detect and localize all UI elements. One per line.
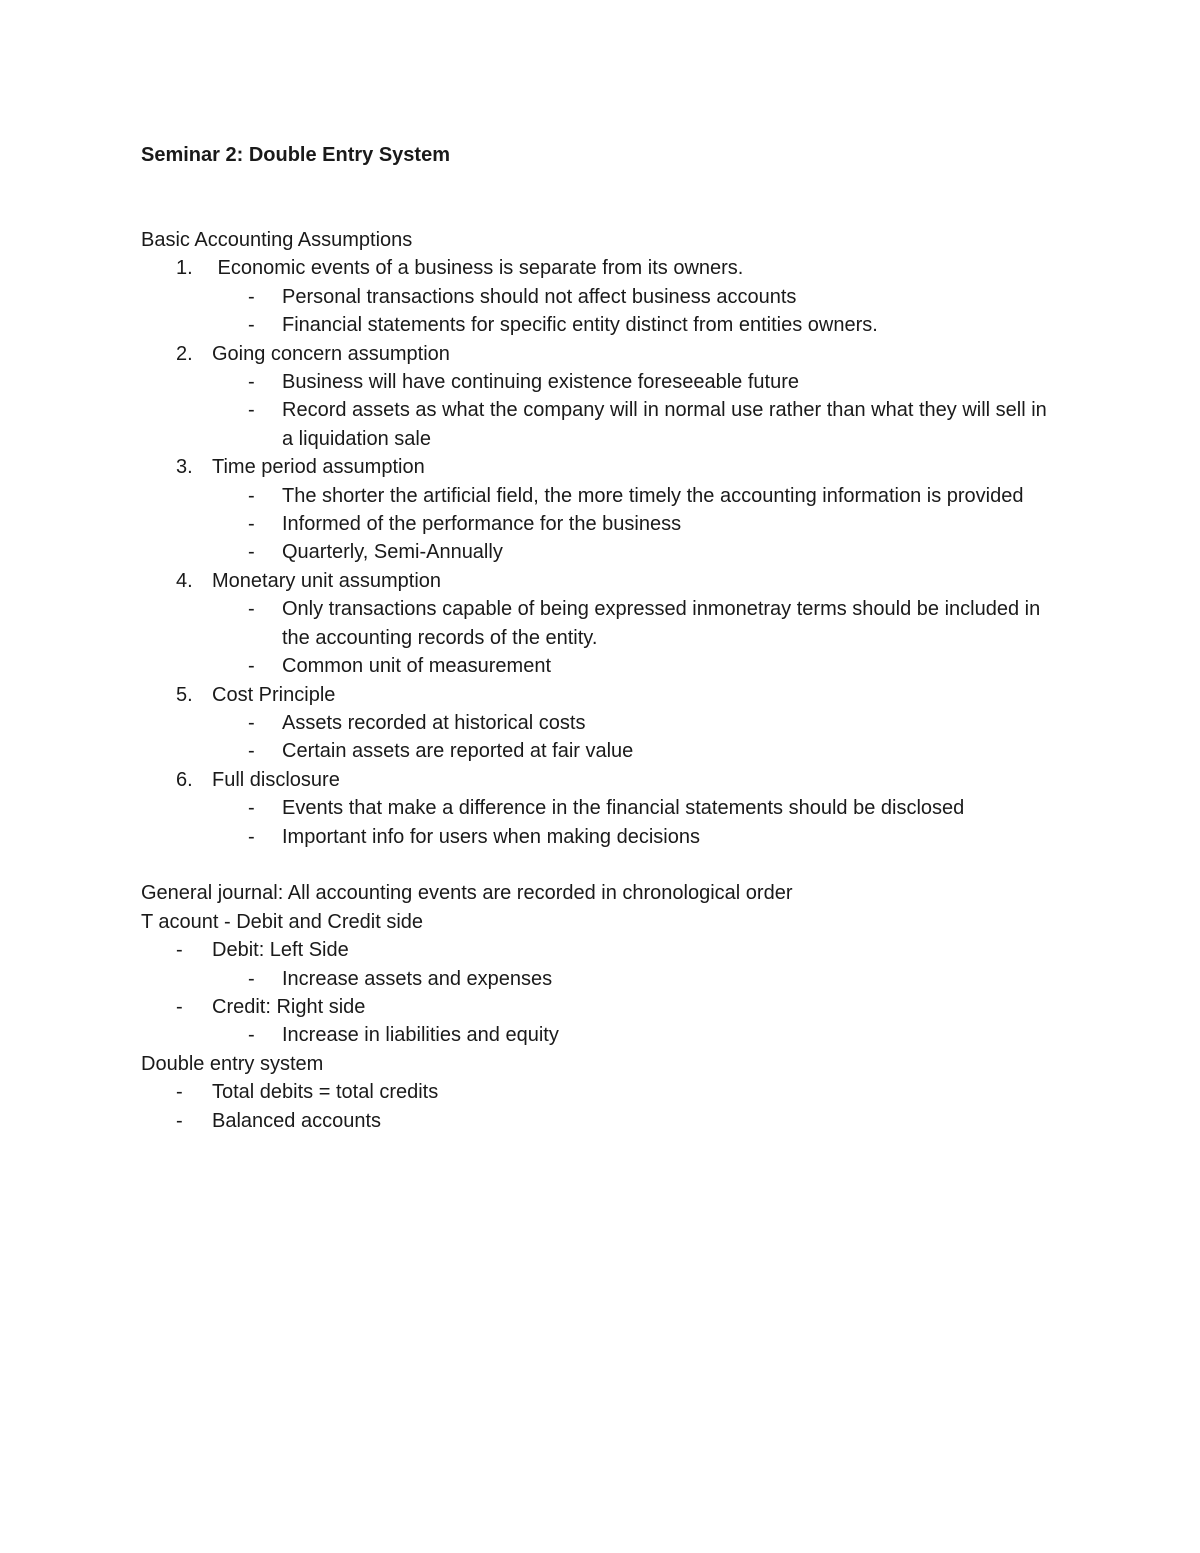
dash-marker: - — [248, 1024, 255, 1047]
bullet-item — [141, 652, 1061, 680]
bullet-text: Debit: Left Side — [212, 939, 349, 962]
bullet-item — [141, 311, 1061, 339]
bullet-item — [141, 595, 1061, 652]
bullet-text: Personal transactions should not affect business accounts — [282, 285, 797, 308]
bullet-item — [141, 1107, 1061, 1135]
bullet-text: Balanced accounts — [212, 1109, 382, 1132]
bullet-text: Common unit of measurement — [282, 655, 552, 678]
dash-marker: - — [248, 285, 255, 308]
bullet-item — [141, 1021, 1061, 1049]
dash-marker: - — [248, 513, 255, 536]
dash-marker: - — [248, 740, 255, 763]
bullet-text: Business will have continuing existence foreseeable future — [282, 371, 799, 394]
dash-marker: - — [248, 484, 255, 507]
numbered-item — [141, 681, 1061, 709]
bullet-item — [141, 794, 1061, 822]
bullet-item — [141, 936, 1061, 964]
numbered-item-text: Time period assumption — [212, 456, 425, 479]
bullet-item — [141, 965, 1061, 993]
dash-marker: - — [248, 314, 255, 337]
section-heading-basic-assumptions: Basic Accounting Assumptions — [141, 229, 413, 251]
bullet-text: Increase in liabilities and equity — [282, 1024, 559, 1047]
dash-marker: - — [248, 825, 255, 848]
bullet-item — [141, 709, 1061, 737]
bullet-text: Informed of the performance for the business — [282, 513, 682, 536]
bullet-item — [141, 482, 1061, 510]
numbered-item-text: Full disclosure — [212, 768, 340, 791]
bullet-text: Credit: Right side — [212, 995, 366, 1018]
list-number: 1. — [176, 257, 193, 280]
dash-marker: - — [248, 598, 255, 621]
dash-marker: - — [248, 371, 255, 394]
list-number: 5. — [176, 683, 193, 706]
numbered-item-text: Going concern assumption — [212, 342, 450, 365]
bullet-item — [141, 396, 1061, 453]
dash-marker: - — [248, 797, 255, 820]
numbered-item-text: Monetary unit assumption — [212, 569, 442, 592]
list-number: 4. — [176, 569, 193, 592]
bullet-text: Important info for users when making decisions — [282, 825, 700, 848]
bullet-text: Only transactions capable of being expressed inmonetray terms should be included in the accounting records of the entity. — [282, 598, 1041, 649]
bullet-item — [141, 510, 1061, 538]
numbered-item — [141, 340, 1061, 368]
dash-marker: - — [176, 1081, 183, 1104]
general-journal-line: General journal: All accounting events are recorded in chronological order — [141, 882, 793, 905]
bullet-text: Assets recorded at historical costs — [282, 711, 586, 734]
dash-marker: - — [176, 1109, 183, 1132]
bullet-text: Certain assets are reported at fair value — [282, 740, 634, 763]
bullet-item — [141, 283, 1061, 311]
numbered-item — [141, 254, 1061, 282]
list-number: 3. — [176, 456, 193, 479]
dash-marker: - — [248, 967, 255, 990]
page-title: Seminar 2: Double Entry System — [141, 144, 450, 166]
bullet-item — [141, 737, 1061, 765]
bullet-item — [141, 538, 1061, 566]
bullet-item — [141, 1078, 1061, 1106]
dash-marker: - — [248, 399, 255, 422]
section-heading-double-entry: Double entry system — [141, 1052, 324, 1075]
numbered-item-text: Cost Principle — [212, 683, 336, 706]
dash-marker: - — [176, 939, 183, 962]
list-number: 2. — [176, 342, 193, 365]
dash-marker: - — [248, 711, 255, 734]
bullet-text: Financial statements for specific entity distinct from entities owners. — [282, 314, 878, 337]
dash-marker: - — [176, 995, 183, 1018]
section-heading-t-account: T acount - Debit and Credit side — [141, 910, 424, 933]
bullet-text: Events that make a difference in the financial statements should be disclosed — [282, 797, 965, 820]
blank-line — [141, 851, 1061, 879]
numbered-item — [141, 567, 1061, 595]
dash-marker: - — [248, 655, 255, 678]
bullet-text: Quarterly, Semi-Annually — [282, 541, 503, 564]
bullet-text: Total debits = total credits — [212, 1081, 439, 1104]
bullet-item — [141, 993, 1061, 1021]
bullet-text: The shorter the artificial field, the more timely the accounting information is provided — [282, 484, 1024, 507]
dash-marker: - — [248, 541, 255, 564]
numbered-item-text: Economic events of a business is separate from its owners. — [212, 257, 744, 280]
list-number: 6. — [176, 768, 193, 791]
bullet-text: Increase assets and expenses — [282, 967, 553, 990]
bullet-item — [141, 823, 1061, 851]
bullet-item — [141, 368, 1061, 396]
numbered-item — [141, 766, 1061, 794]
bullet-text: Record assets as what the company will in normal use rather than what they will sell in a liquidation sale — [282, 399, 1047, 450]
document-body — [141, 226, 1061, 1135]
numbered-item — [141, 453, 1061, 481]
